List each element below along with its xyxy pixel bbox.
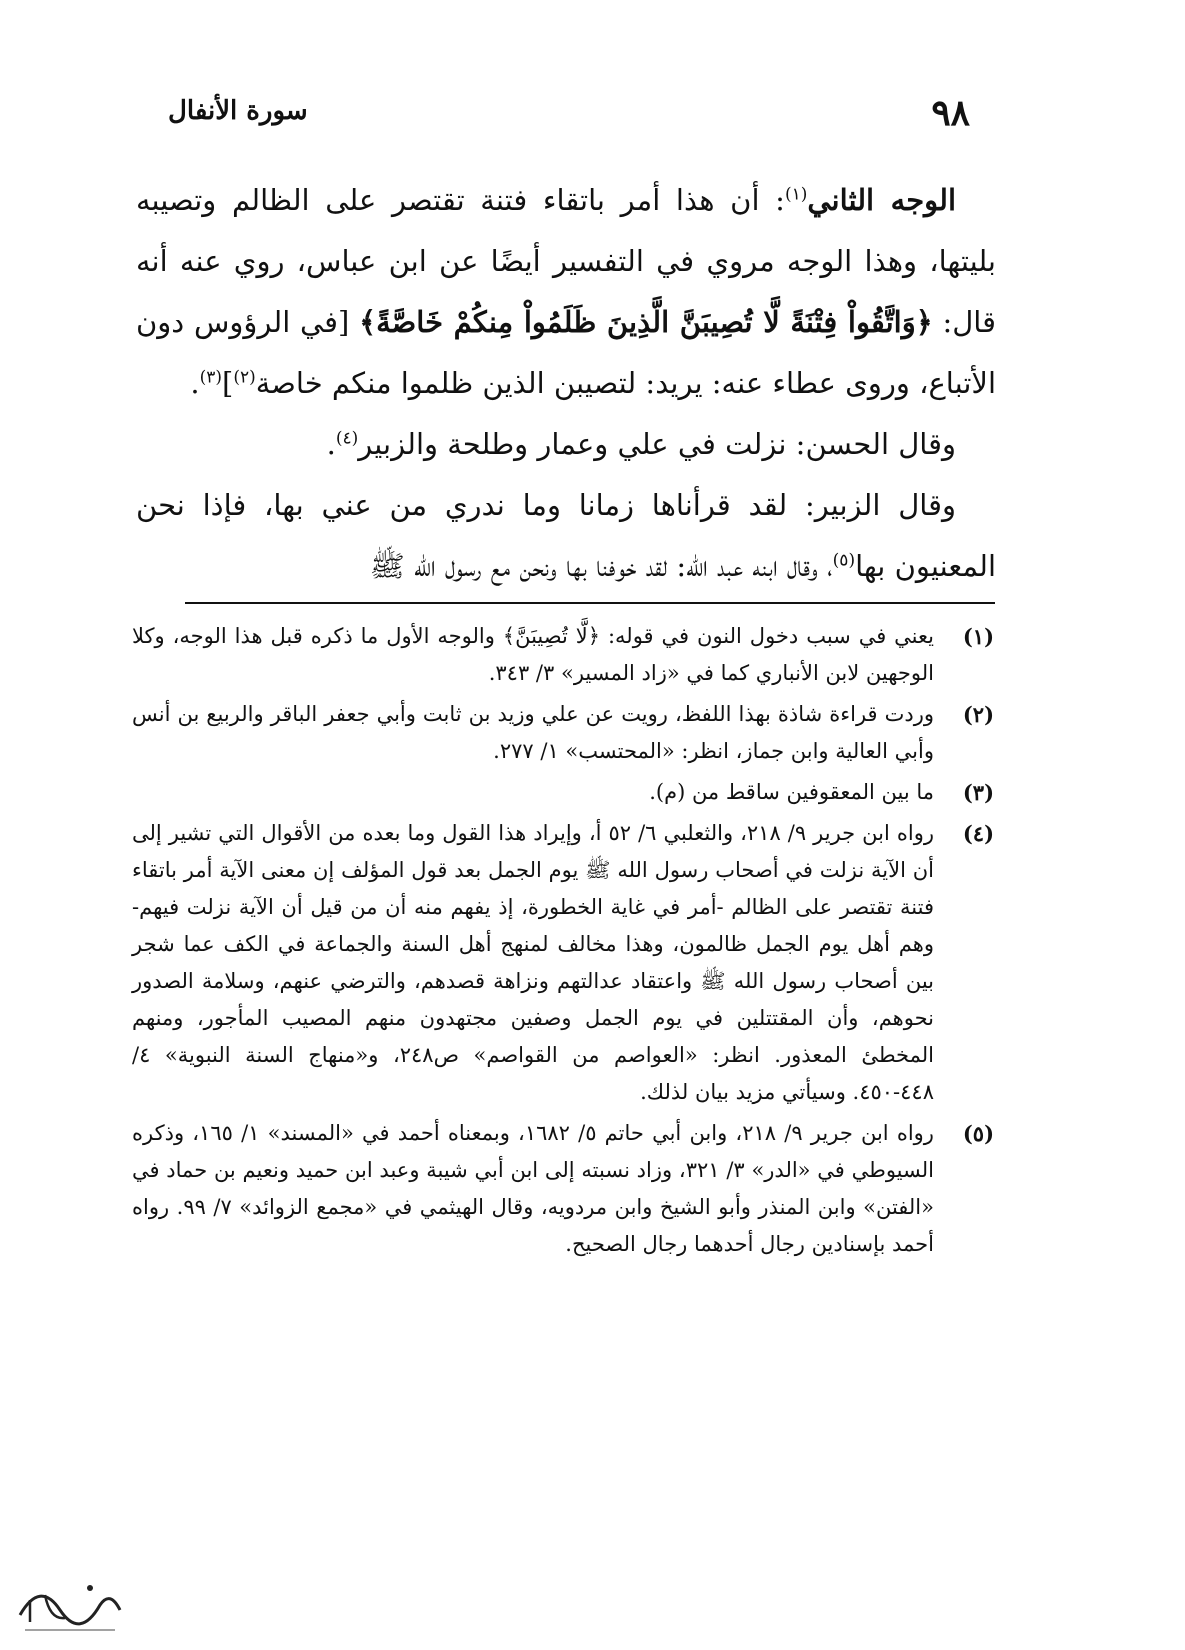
footnote-text: رواه ابن جرير ٩/ ٢١٨، وابن أبي حاتم ٥/ ١٦٨٢، وبمعناه أحمد في «المسند» ١/ ١٦٥، وذكره السيوطي في «الدر» ٣/ ٣٢١، وزاد نسبته إلى ابن أبي شيبة وعبد ابن حميد ونعيم بن حماد في «الفتن» وابن المنذر وأبو الشيخ وابن مردويه، وقال الهيثمي في «مجمع الزوائد» ٧/ ٩٩. رواه أحمد بإسنادين رجال أحدهما رجال الصحيح. bbox=[132, 1121, 934, 1256]
paragraph-1-after-verse: [في الرؤوس دون الأتباع، وروى عطاء عنه: يريد: لتصيبن الذين ظلموا منكم خاصة bbox=[136, 305, 996, 400]
footnote-item bbox=[132, 815, 994, 1111]
paragraph-3-text-2: ، وقال ابنه عبد الله: لقد خوفنا بها ونحن مع رسول الله ﷺ bbox=[369, 549, 833, 583]
footnote-ref-1: (١) bbox=[784, 184, 808, 205]
footnote-ref-3: (٣) bbox=[199, 367, 222, 388]
paragraph-2 bbox=[136, 414, 996, 475]
footnote-ref-4: (٤) bbox=[335, 428, 359, 449]
footnote-number: (٢) bbox=[962, 702, 994, 727]
footnote-item bbox=[132, 618, 994, 692]
paragraph-2-end: . bbox=[326, 427, 336, 461]
footnote-number: (٣) bbox=[962, 780, 994, 805]
footnote-item bbox=[132, 774, 994, 811]
footnote-number: (٥) bbox=[962, 1121, 994, 1146]
footnote-ref-5: (٥) bbox=[832, 550, 856, 571]
footnote-divider bbox=[185, 602, 995, 604]
footnote-number: (٤) bbox=[962, 821, 994, 846]
footnote-number: (١) bbox=[962, 624, 994, 649]
surah-title: سورة الأنفال bbox=[168, 96, 308, 126]
paragraph-3-text: وقال الزبير: لقد قرأناها زمانا وما ندري من عني بها، فإذا نحن المعنيون بها bbox=[136, 488, 996, 583]
bracket-close: ] bbox=[221, 366, 234, 400]
footnote-text: رواه ابن جرير ٩/ ٢١٨، والثعلبي ٦/ ٥٢ أ، وإيراد هذا القول وما بعده من الأقوال التي تشير إلى أن الآية نزلت في أصحاب رسول الله ﷺ يوم الجمل بعد قول المؤلف إن معنى الآية أمر باتقاء فتنة تقتصر على الظالم -أمر في غاية الخطورة، إذ يفهم منه أن من قيل أن الآية نزلت فيهم- وهم أهل يوم الجمل ظالمون، وهذا مخالف لمنهج أهل السنة والجماعة في الكف عما شجر بين أصحاب رسول الله ﷺ واعتقاد عدالتهم ونزاهة قصدهم، والترضي عنهم، وسلامة الصدور نحوهم، وأن المقتتلين في يوم الجمل وصفين مجتهدون منهم المصيب المأجور، ومنهم المخطئ المعذور. انظر: «العواصم من القواصم» ص٢٤٨، و«منهاج السنة النبوية» ٤/ ٤٤٨-٤٥٠. وسيأتي مزيد بيان لذلك. bbox=[132, 821, 934, 1104]
footnote-item bbox=[132, 1115, 994, 1263]
paragraph-1-end: . bbox=[190, 366, 200, 400]
main-text bbox=[136, 170, 996, 597]
footnote-ref-2: (٢) bbox=[233, 367, 256, 388]
page-number: ٩٨ bbox=[931, 92, 970, 134]
watermark-logo bbox=[10, 1560, 130, 1640]
paragraph-1-text: : أن هذا أمر باتقاء فتنة تقتصر على الظالم وتصيبه بليتها، وهذا الوجه مروي في التفسير أيضًا عن ابن عباس، روي عنه أنه قال: bbox=[136, 183, 996, 339]
footnote-text: يعني في سبب دخول النون في قوله: ﴿لَّا تُصِيبَنَّ﴾ والوجه الأول ما ذكره قبل هذا الوجه، وكلا الوجهين لابن الأنباري كما في «زاد المسير» ٣/ ٣٤٣. bbox=[132, 624, 934, 685]
quran-verse: ﴿وَاتَّقُواْ فِتْنَةً لَّا تُصِيبَنَّ الَّذِينَ ظَلَمُواْ مِنكُمْ خَاصَّةً﴾ bbox=[359, 305, 933, 339]
footnotes bbox=[132, 618, 994, 1267]
footnote-item bbox=[132, 696, 994, 770]
paragraph-2-text: وقال الحسن: نزلت في علي وعمار وطلحة والزبير bbox=[358, 427, 956, 461]
page-header bbox=[168, 92, 970, 142]
footnote-text: وردت قراءة شاذة بهذا اللفظ، رويت عن علي وزيد بن ثابت وأبي جعفر الباقر والربيع بن أنس وأبي العالية وابن جماز، انظر: «المحتسب» ١/ ٢٧٧. bbox=[132, 702, 934, 763]
footnote-text: ما بين المعقوفين ساقط من (م). bbox=[649, 780, 934, 804]
paragraph-3 bbox=[136, 475, 996, 597]
paragraph-1-label: الوجه الثاني bbox=[807, 183, 957, 217]
paragraph-1 bbox=[136, 170, 996, 414]
